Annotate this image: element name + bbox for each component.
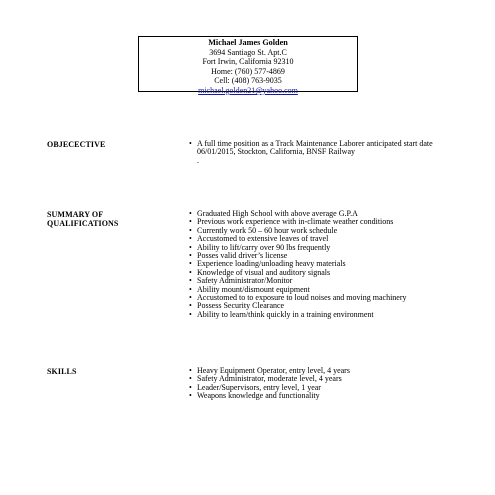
bullet-icon: • [189, 301, 192, 311]
summary-title-line-1: SUMMARY OF [47, 210, 104, 219]
cell-phone: Cell: (408) 763-9035 [214, 76, 282, 86]
list-item-text: Ability to learn/think quickly in a training environment [197, 309, 374, 319]
address-line-1: 3694 Santiago St. Apt.C [209, 47, 287, 57]
list-item-text: Heavy Equipment Operator, entry level, 4 years [197, 366, 350, 375]
objective-list [189, 140, 449, 157]
bullet-icon: • [189, 242, 192, 252]
bullet-icon: • [189, 374, 192, 384]
objective-trailing-dot: . [197, 155, 199, 165]
list-item-text: Safety Administrator/Monitor [197, 276, 293, 286]
list-item-text: Accustomed to extensive leaves of travel [197, 234, 329, 244]
bullet-icon: • [189, 209, 192, 218]
list-item-text: Ability mount/dismount equipment [197, 284, 310, 294]
address-line-2: Fort Irwin, California 92310 [202, 57, 294, 67]
list-item-text: Currently work 50 – 60 hour work schedule [197, 225, 338, 235]
bullet-icon: • [189, 217, 192, 227]
skills-title: SKILLS [47, 367, 77, 376]
objective-title: OBJECECTIVE [47, 140, 106, 149]
home-phone: Home: (760) 577-4869 [211, 66, 285, 76]
list-item-text: Knowledge of visual and auditory signals [197, 267, 331, 277]
bullet-icon: • [189, 267, 192, 277]
bullet-icon: • [189, 139, 192, 148]
email-link[interactable]: michael.golden21@yahoo.com [198, 85, 298, 95]
bullet-icon: • [189, 293, 192, 303]
bullet-icon: • [189, 366, 192, 375]
list-item-text: Experience loading/unloading heavy materials [197, 259, 346, 269]
list-item-text: Previous work experience with in-climate weather conditions [197, 217, 394, 227]
bullet-icon: • [189, 225, 192, 235]
bullet-icon: • [189, 391, 192, 401]
summary-title-line-2: QUALIFICATIONS [47, 219, 119, 229]
objective-text: A full time position as a Track Maintenance Laborer anticipated start date 06/01/2015, Stockton, California, BNSF Railway [197, 139, 433, 157]
contact-header [138, 36, 358, 95]
objective-body [189, 140, 449, 165]
list-item [189, 392, 449, 400]
summary-body [189, 210, 449, 319]
bullet-icon: • [189, 284, 192, 294]
applicant-name: Michael James Golden [208, 38, 288, 47]
bullet-icon: • [189, 382, 192, 392]
list-item [189, 140, 449, 157]
list-item-text: Graduated High School with above average G.P.A [197, 209, 358, 218]
list-item-text: Weapons knowledge and functionality [197, 391, 320, 401]
skills-body [189, 367, 449, 401]
list-item-text: Possess Security Clearance [197, 301, 285, 311]
list-item-text: Posses valid driver’s license [197, 251, 288, 261]
list-item-text: Safety Administrator, moderate level, 4 years [197, 374, 342, 384]
bullet-icon: • [189, 251, 192, 261]
summary-title [47, 210, 119, 229]
bullet-icon: • [189, 276, 192, 286]
bullet-icon: • [189, 234, 192, 244]
skills-list [189, 367, 449, 401]
list-item-text: Leader/Supervisors, entry level, 1 year [197, 382, 321, 392]
bullet-icon: • [189, 309, 192, 319]
bullet-icon: • [189, 259, 192, 269]
list-item [189, 311, 449, 319]
summary-list [189, 210, 449, 319]
list-item-text: Ability to lift/carry over 90 lbs frequently [197, 242, 331, 252]
list-item-text: Accustomed to to exposure to loud noises and moving machinery [197, 293, 407, 303]
